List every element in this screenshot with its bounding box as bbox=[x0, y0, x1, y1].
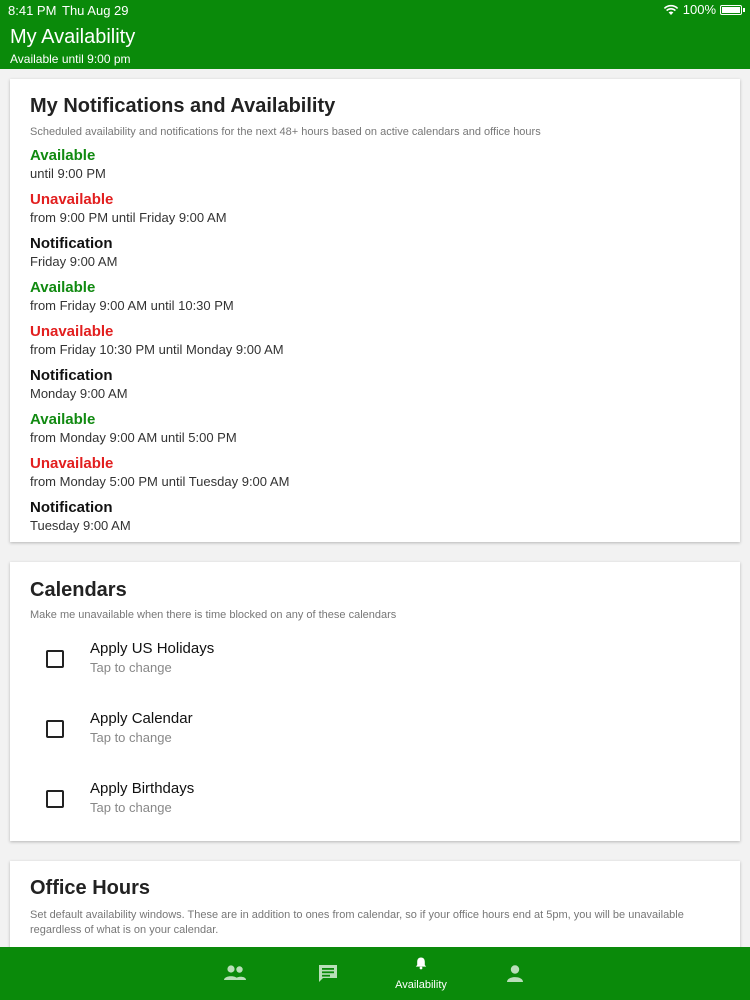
schedule-entry bbox=[30, 322, 720, 366]
schedule-entry bbox=[30, 454, 720, 498]
schedule-entry bbox=[30, 410, 720, 454]
calendars-title: Calendars bbox=[30, 579, 127, 601]
status-bar bbox=[0, 0, 750, 20]
office-hours-card bbox=[10, 861, 740, 951]
entry-status: Unavailable bbox=[30, 323, 114, 340]
page-title: My Availability bbox=[10, 26, 136, 48]
entry-status: Unavailable bbox=[30, 191, 114, 208]
entry-status: Available bbox=[30, 279, 96, 296]
entry-detail: Monday 9:00 AM bbox=[30, 386, 128, 401]
status-date: Thu Aug 29 bbox=[62, 3, 129, 18]
calendars-card bbox=[10, 562, 740, 841]
calendar-option-hint: Tap to change bbox=[90, 800, 172, 815]
tab-label: Availability bbox=[395, 979, 447, 991]
office-hours-description: Set default availability windows. These are in addition to ones from calendar, so if your office hours end at 5pm, you will be unavailable regardless of what is on your calendar. bbox=[30, 909, 684, 936]
schedule-entry bbox=[30, 234, 720, 278]
calendar-option-calendar[interactable] bbox=[30, 708, 720, 758]
calendar-option-us-holidays[interactable] bbox=[30, 638, 720, 688]
entry-status: Available bbox=[30, 147, 96, 164]
bottom-tab-bar bbox=[0, 947, 750, 1000]
entry-status: Notification bbox=[30, 235, 113, 252]
schedule-entry bbox=[30, 366, 720, 410]
notifications-description: Scheduled availability and notifications for the next 48+ hours based on active calendars and office hours bbox=[30, 126, 541, 138]
status-time: 8:41 PM bbox=[8, 3, 57, 18]
checkbox[interactable] bbox=[46, 720, 64, 738]
entry-status: Unavailable bbox=[30, 455, 114, 472]
entry-detail: Tuesday 9:00 AM bbox=[30, 518, 131, 533]
entry-detail: until 9:00 PM bbox=[30, 166, 106, 181]
person-icon bbox=[505, 964, 525, 984]
checkbox[interactable] bbox=[46, 650, 64, 668]
schedule-entry bbox=[30, 146, 720, 190]
tab-messages[interactable] bbox=[288, 947, 368, 1000]
entry-detail: from Friday 9:00 AM until 10:30 PM bbox=[30, 298, 234, 313]
battery-percent: 100% bbox=[682, 2, 716, 17]
office-hours-title: Office Hours bbox=[30, 877, 151, 899]
wifi-icon bbox=[663, 4, 679, 16]
chat-icon bbox=[317, 963, 339, 985]
tab-people[interactable] bbox=[195, 947, 275, 1000]
entry-detail: from 9:00 PM until Friday 9:00 AM bbox=[30, 210, 227, 225]
people-icon bbox=[223, 964, 247, 982]
entry-detail: from Friday 10:30 PM until Monday 9:00 AM bbox=[30, 342, 284, 357]
entry-detail: Friday 9:00 AM bbox=[30, 254, 118, 269]
tab-availability[interactable] bbox=[381, 947, 461, 1000]
entry-status: Notification bbox=[30, 499, 113, 516]
tab-profile[interactable] bbox=[475, 947, 555, 1000]
entry-status: Available bbox=[30, 411, 96, 428]
notifications-title: My Notifications and Availability bbox=[30, 95, 336, 117]
entry-detail: from Monday 9:00 AM until 5:00 PM bbox=[30, 430, 237, 445]
calendar-option-hint: Tap to change bbox=[90, 730, 172, 745]
notifications-list bbox=[30, 146, 720, 542]
entry-detail: from Monday 5:00 PM until Tuesday 9:00 AM bbox=[30, 474, 290, 489]
entry-status: Notification bbox=[30, 367, 113, 384]
schedule-entry bbox=[30, 498, 720, 542]
notifications-card bbox=[10, 79, 740, 542]
bell-icon bbox=[414, 956, 428, 970]
calendar-option-birthdays[interactable] bbox=[30, 778, 720, 828]
app-header bbox=[0, 20, 750, 69]
calendars-description: Make me unavailable when there is time blocked on any of these calendars bbox=[30, 609, 397, 621]
calendar-option-hint: Tap to change bbox=[90, 660, 172, 675]
checkbox[interactable] bbox=[46, 790, 64, 808]
calendar-option-label: Apply US Holidays bbox=[90, 640, 215, 657]
battery-icon bbox=[720, 5, 742, 15]
calendar-option-label: Apply Calendar bbox=[90, 710, 193, 727]
schedule-entry bbox=[30, 278, 720, 322]
page-subtitle: Available until 9:00 pm bbox=[10, 52, 131, 66]
status-right bbox=[663, 2, 742, 17]
schedule-entry bbox=[30, 190, 720, 234]
calendar-option-label: Apply Birthdays bbox=[90, 780, 195, 797]
